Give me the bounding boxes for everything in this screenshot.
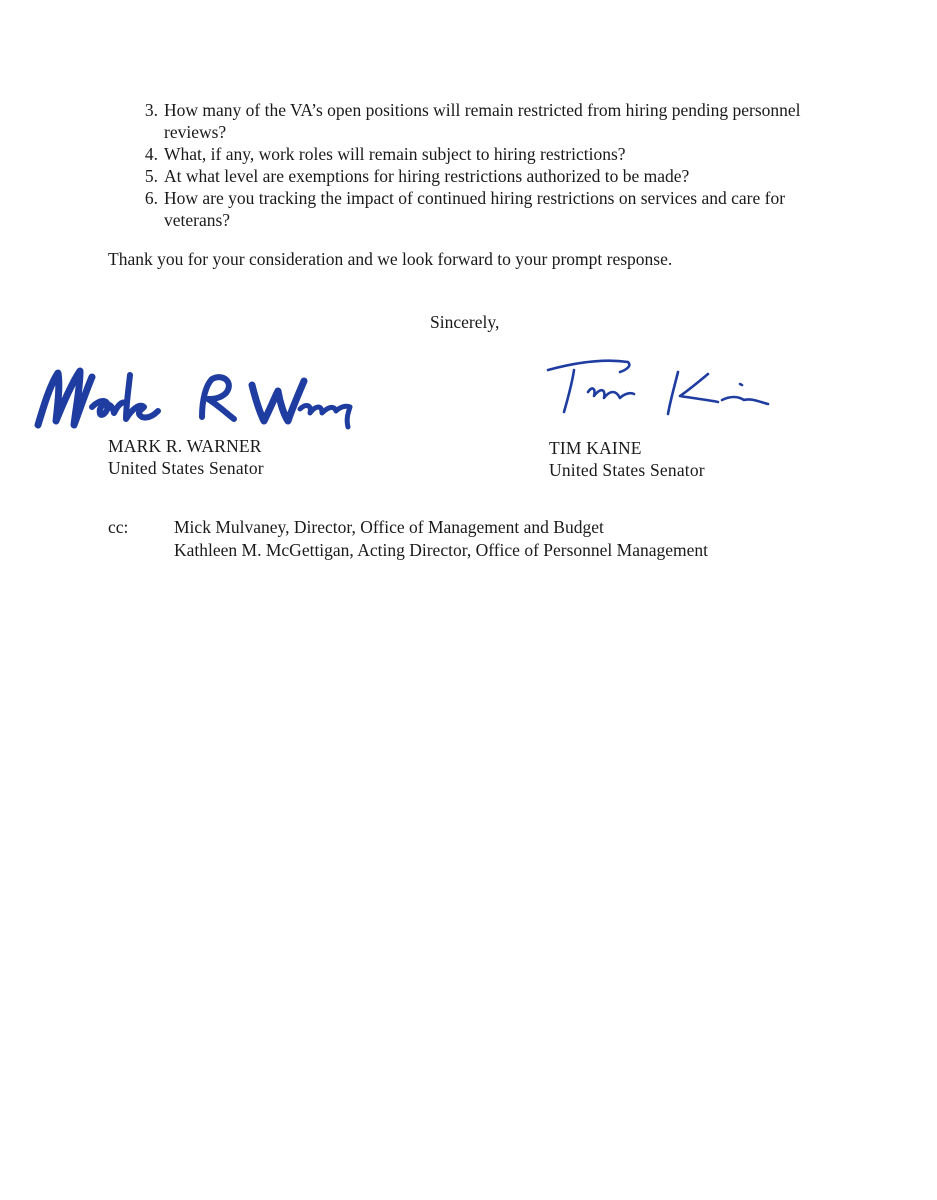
cc-recipient-list <box>174 516 708 562</box>
question-number: 6. <box>144 188 158 208</box>
question-text: What, if any, work roles will remain subject to hiring restrictions? <box>164 144 626 164</box>
question-number: 3. <box>144 100 158 120</box>
sign-off: Sincerely, <box>430 312 500 332</box>
signer-name: MARK R. WARNER <box>108 436 262 456</box>
question-list <box>108 99 838 231</box>
question-number: 5. <box>144 166 158 186</box>
warner-signature <box>30 355 360 445</box>
question-text: How are you tracking the impact of continued hiring restrictions on services and care for veterans? <box>164 188 786 230</box>
list-item <box>108 165 838 187</box>
kaine-signature <box>540 340 780 440</box>
signer-kaine <box>549 437 705 481</box>
list-item <box>108 99 838 143</box>
signer-name: TIM KAINE <box>549 438 642 458</box>
question-text: How many of the VA’s open positions will remain restricted from hiring pending personnel reviews? <box>164 100 801 142</box>
list-item <box>108 143 838 165</box>
question-text: At what level are exemptions for hiring restrictions authorized to be made? <box>164 166 690 186</box>
cc-recipient: Mick Mulvaney, Director, Office of Management and Budget <box>174 517 604 537</box>
signer-title: United States Senator <box>549 460 705 480</box>
cc-recipient: Kathleen M. McGettigan, Acting Director, Office of Personnel Management <box>174 540 709 560</box>
signer-warner <box>108 435 264 479</box>
cc-label: cc: <box>108 517 129 537</box>
closing-paragraph: Thank you for your consideration and we look forward to your prompt response. <box>108 249 673 269</box>
question-number: 4. <box>144 144 158 164</box>
signer-title: United States Senator <box>108 458 264 478</box>
list-item <box>108 187 838 231</box>
